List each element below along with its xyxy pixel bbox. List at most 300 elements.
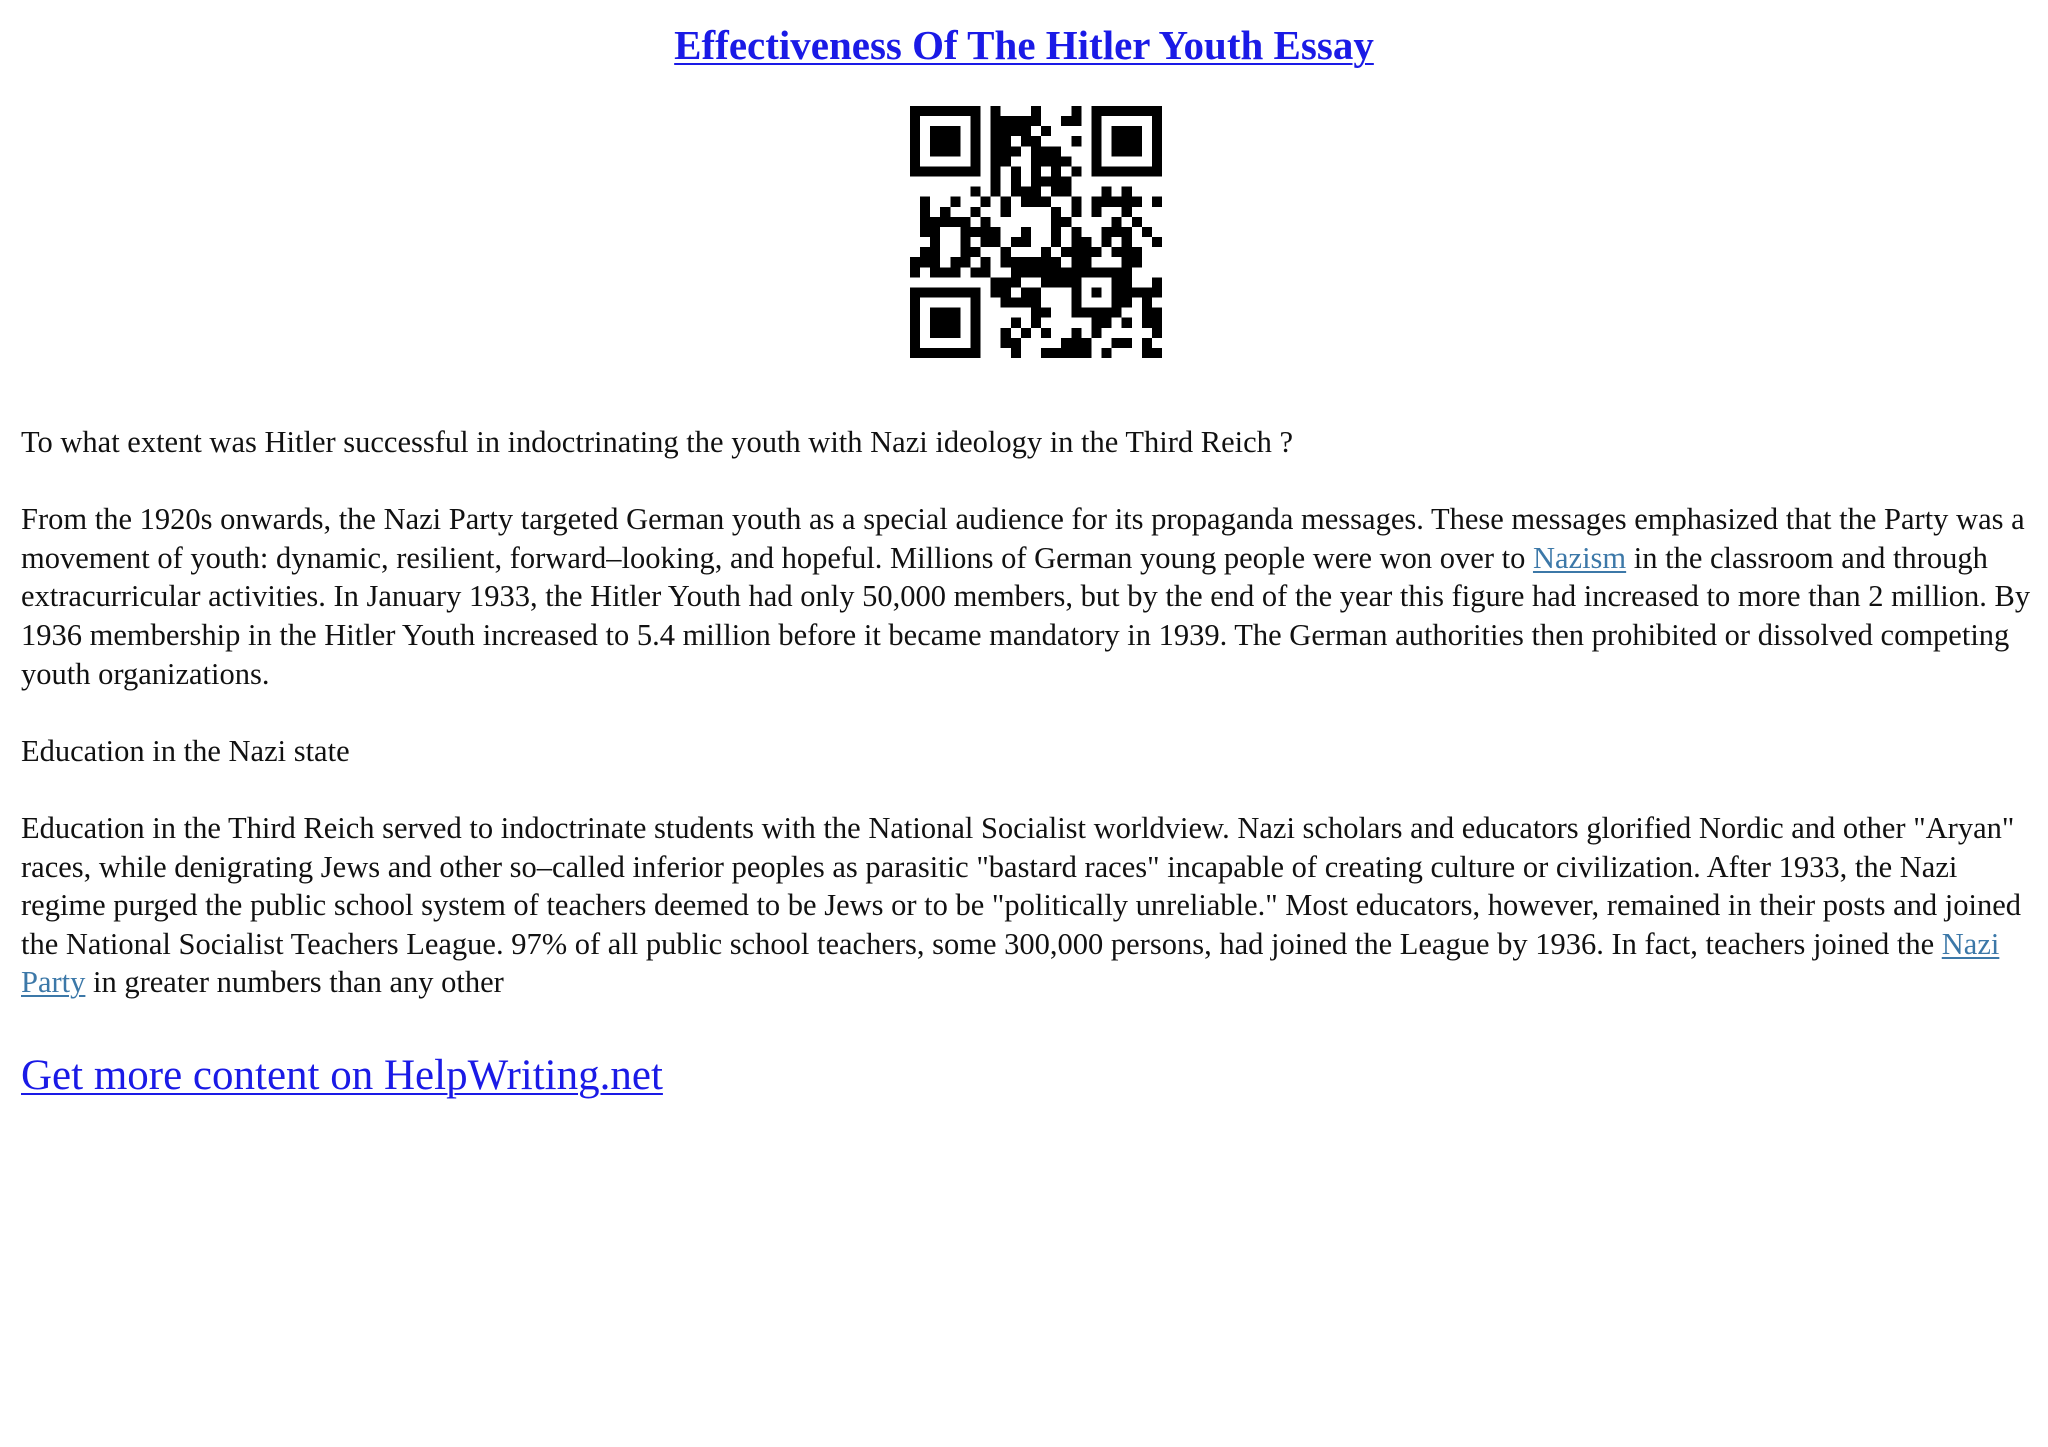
qr-module [1091, 318, 1101, 328]
qr-module [910, 287, 920, 297]
qr-module [1091, 207, 1101, 217]
qr-module [950, 328, 960, 338]
qr-module [1152, 106, 1162, 116]
qr-module [1132, 136, 1142, 146]
qr-module [1031, 308, 1041, 318]
qr-module [910, 166, 920, 176]
qr-module [1071, 287, 1081, 297]
qr-module [1061, 156, 1071, 166]
qr-module [970, 298, 980, 308]
essay-body [21, 423, 2031, 1041]
qr-module [1041, 126, 1051, 136]
more-content-link[interactable]: Get more content on HelpWriting.net [21, 1052, 663, 1099]
qr-module [930, 227, 940, 237]
qr-module [1152, 287, 1162, 297]
qr-module [1021, 187, 1031, 197]
qr-module [1142, 338, 1152, 348]
qr-module [1122, 298, 1132, 308]
qr-module [950, 318, 960, 328]
qr-module [1081, 338, 1091, 348]
qr-module [1122, 318, 1132, 328]
qr-module [991, 177, 1001, 187]
qr-module [950, 217, 960, 227]
essay-paragraph-1 [21, 500, 2031, 693]
qr-module [1112, 136, 1122, 146]
qr-module [1071, 247, 1081, 257]
qr-module [1132, 146, 1142, 156]
qr-module [1031, 257, 1041, 267]
qr-module [940, 217, 950, 227]
qr-module [970, 136, 980, 146]
qr-module [1122, 166, 1132, 176]
qr-module [1061, 247, 1071, 257]
qr-module [1091, 136, 1101, 146]
qr-module [910, 126, 920, 136]
qr-module [1001, 247, 1011, 257]
qr-module [930, 308, 940, 318]
qr-module [1152, 166, 1162, 176]
qr-module [1001, 146, 1011, 156]
qr-module [1021, 197, 1031, 207]
qr-module [1112, 298, 1122, 308]
qr-module [1041, 308, 1051, 318]
qr-module [991, 136, 1001, 146]
qr-module [1041, 257, 1051, 267]
qr-module [1011, 348, 1021, 358]
qr-module [1001, 207, 1011, 217]
qr-module [1112, 217, 1122, 227]
qr-module [1112, 106, 1122, 116]
qr-module [991, 287, 1001, 297]
qr-module [1021, 267, 1031, 277]
qr-module [970, 328, 980, 338]
qr-module [970, 207, 980, 217]
qr-module [1071, 197, 1081, 207]
qr-module [1122, 277, 1132, 287]
qr-module [930, 287, 940, 297]
qr-module [1051, 217, 1061, 227]
qr-module [1071, 257, 1081, 267]
qr-module [1071, 348, 1081, 358]
qr-module [930, 237, 940, 247]
qr-module [1011, 277, 1021, 287]
qr-module [1152, 237, 1162, 247]
qr-module [950, 348, 960, 358]
qr-module [1152, 116, 1162, 126]
qr-module [1031, 116, 1041, 126]
qr-module [1041, 197, 1051, 207]
qr-module [1001, 136, 1011, 146]
qr-module [1051, 146, 1061, 156]
qr-module [970, 166, 980, 176]
nazi-party-link[interactable]: Nazi Party [21, 926, 2000, 1000]
qr-module [991, 237, 1001, 247]
qr-module [1152, 277, 1162, 287]
qr-module [1122, 106, 1132, 116]
qr-module [920, 348, 930, 358]
qr-module [1122, 207, 1132, 217]
qr-module [1071, 207, 1081, 217]
qr-module [1051, 348, 1061, 358]
qr-module [1021, 257, 1031, 267]
qr-module [991, 116, 1001, 126]
qr-module [960, 166, 970, 176]
qr-module [930, 318, 940, 328]
qr-module [1021, 287, 1031, 297]
qr-module [1011, 338, 1021, 348]
qr-module [930, 106, 940, 116]
document-title [0, 18, 2048, 72]
qr-module [1011, 116, 1021, 126]
qr-module [1011, 146, 1021, 156]
qr-module [1071, 267, 1081, 277]
qr-module [1122, 267, 1132, 277]
qr-module [1051, 166, 1061, 176]
section-heading-education: Education in the Nazi state [21, 733, 350, 768]
qr-module [1051, 277, 1061, 287]
qr-module [1152, 197, 1162, 207]
qr-module [1011, 318, 1021, 328]
qr-module [1001, 277, 1011, 287]
qr-module [1061, 116, 1071, 126]
qr-module [1001, 156, 1011, 166]
qr-module [1102, 166, 1112, 176]
qr-module [991, 106, 1001, 116]
qr-module [1061, 177, 1071, 187]
qr-module [1132, 217, 1142, 227]
qr-module [960, 237, 970, 247]
qr-module [1091, 247, 1101, 257]
qr-module [1001, 197, 1011, 207]
qr-module [970, 126, 980, 136]
qr-module [1021, 237, 1031, 247]
qr-module [1051, 156, 1061, 166]
qr-module [1011, 257, 1021, 267]
qr-module [910, 338, 920, 348]
qr-module [1031, 318, 1041, 328]
qr-module [1091, 267, 1101, 277]
qr-module [1071, 227, 1081, 237]
qr-module [1041, 146, 1051, 156]
qr-module [1152, 308, 1162, 318]
qr-module [1112, 267, 1122, 277]
qr-module [930, 126, 940, 136]
qr-module [1122, 136, 1132, 146]
qr-module [930, 217, 940, 227]
qr-module [1011, 298, 1021, 308]
qr-module [920, 227, 930, 237]
qr-module [920, 217, 930, 227]
qr-module [910, 318, 920, 328]
qr-module [970, 116, 980, 126]
qr-module [1102, 267, 1112, 277]
qr-module [940, 308, 950, 318]
qr-module [1071, 277, 1081, 287]
qr-module [1021, 136, 1031, 146]
qr-module [1091, 197, 1101, 207]
qr-module [1041, 156, 1051, 166]
qr-module [970, 106, 980, 116]
qr-module [1112, 338, 1122, 348]
qr-module [1081, 257, 1091, 267]
qr-module [1061, 187, 1071, 197]
qr-module [1112, 126, 1122, 136]
qr-module [1071, 116, 1081, 126]
qr-module [991, 187, 1001, 197]
qr-module [1031, 106, 1041, 116]
qr-module [1071, 298, 1081, 308]
qr-module [1142, 227, 1152, 237]
qr-module [1122, 287, 1132, 297]
qr-module [920, 207, 930, 217]
qr-module [1091, 287, 1101, 297]
qr-module [930, 166, 940, 176]
qr-module [1081, 237, 1091, 247]
qr-module [1132, 126, 1142, 136]
qr-module [1061, 348, 1071, 358]
qr-module [1051, 187, 1061, 197]
more-content-container [21, 1048, 663, 1104]
qr-module [920, 106, 930, 116]
qr-module [970, 146, 980, 156]
qr-module [1112, 197, 1122, 207]
qr-module [940, 287, 950, 297]
qr-module [1102, 187, 1112, 197]
qr-module [1142, 106, 1152, 116]
qr-module [1031, 197, 1041, 207]
qr-module [970, 287, 980, 297]
qr-module [1081, 348, 1091, 358]
qr-module [1051, 257, 1061, 267]
qr-module [940, 166, 950, 176]
qr-module [1152, 136, 1162, 146]
qr-module [1091, 116, 1101, 126]
title-link[interactable]: Effectiveness Of The Hitler Youth Essay [674, 22, 1374, 68]
qr-module [970, 156, 980, 166]
qr-module [930, 247, 940, 257]
qr-module [1051, 207, 1061, 217]
qr-module [1132, 166, 1142, 176]
qr-module [991, 166, 1001, 176]
qr-module [981, 217, 991, 227]
qr-module [940, 106, 950, 116]
qr-module [1132, 197, 1142, 207]
qr-module [991, 227, 1001, 237]
qr-module [970, 318, 980, 328]
qr-module [1061, 338, 1071, 348]
qr-module [1102, 318, 1112, 328]
qr-module [1001, 287, 1011, 297]
qr-module [930, 328, 940, 338]
qr-module [960, 227, 970, 237]
qr-module [970, 227, 980, 237]
qr-module [1122, 126, 1132, 136]
qr-module [960, 348, 970, 358]
qr-module [991, 126, 1001, 136]
paragraph-2-text-start: Education in the Third Reich served to indoctrinate students with the National Socialist worldview. Nazi scholars and educators glorified Nordic and other "Aryan" races, while denigrating Jews and other so–called inferior peoples as parasitic "bastard races" incapable of creating culture or civilization. After 1933, the Nazi regime purged the public school system of teachers deemed to be Jews or to be "politically unreliable." Most educators, however, remained in their posts and joined the National Socialist Teachers League. 97% of all public school teachers, some 300,000 persons, had joined the League by 1936. In fact, teachers joined the [21, 810, 2021, 961]
qr-module [1041, 247, 1051, 257]
qr-module [1081, 267, 1091, 277]
qr-module [1051, 267, 1061, 277]
qr-module [1041, 267, 1051, 277]
qr-module [981, 257, 991, 267]
qr-module [960, 247, 970, 257]
qr-module [960, 217, 970, 227]
qr-module [981, 227, 991, 237]
qr-module [930, 146, 940, 156]
qr-module [910, 348, 920, 358]
qr-module [940, 146, 950, 156]
qr-module [1152, 146, 1162, 156]
qr-module [950, 308, 960, 318]
qr-module [1152, 156, 1162, 166]
qr-module [1091, 156, 1101, 166]
qr-module [1011, 237, 1021, 247]
qr-module [1112, 166, 1122, 176]
qr-module [950, 136, 960, 146]
qr-module [1071, 106, 1081, 116]
qr-module [1021, 328, 1031, 338]
qr-module [1031, 187, 1041, 197]
qr-module [1122, 247, 1132, 257]
qr-module [1001, 338, 1011, 348]
qr-module [910, 257, 920, 267]
qr-module [981, 197, 991, 207]
qr-code-graphic [910, 106, 1162, 358]
qr-module [1102, 106, 1112, 116]
qr-module [1102, 197, 1112, 207]
qr-module [991, 146, 1001, 156]
qr-module [1041, 277, 1051, 287]
qr-module [1011, 187, 1021, 197]
qr-module [960, 287, 970, 297]
qr-module [910, 106, 920, 116]
paragraph-2-text-end: in greater numbers than any other [85, 965, 504, 1000]
qr-module [1112, 277, 1122, 287]
qr-module [1132, 257, 1142, 267]
qr-module [1011, 267, 1021, 277]
qr-module [1001, 328, 1011, 338]
qr-module [1091, 106, 1101, 116]
qr-module [1001, 257, 1011, 267]
qr-module [940, 348, 950, 358]
qr-module [1041, 328, 1051, 338]
qr-module [1122, 187, 1132, 197]
qr-module [1122, 146, 1132, 156]
qr-module [1021, 116, 1031, 126]
qr-module [920, 247, 930, 257]
qr-module [1081, 247, 1091, 257]
qr-module [1142, 308, 1152, 318]
nazism-link[interactable]: Nazism [1532, 540, 1627, 575]
qr-module [930, 267, 940, 277]
qr-module [910, 116, 920, 126]
qr-module [1142, 348, 1152, 358]
qr-module [1132, 287, 1142, 297]
qr-module [1122, 257, 1132, 267]
qr-module [1122, 227, 1132, 237]
qr-module [960, 257, 970, 267]
qr-module [1041, 348, 1051, 358]
qr-module [1031, 146, 1041, 156]
qr-module [1152, 318, 1162, 328]
qr-module [1001, 126, 1011, 136]
qr-module [1091, 126, 1101, 136]
qr-module [1071, 166, 1081, 176]
qr-module [1031, 156, 1041, 166]
qr-module [910, 308, 920, 318]
qr-module [1091, 166, 1101, 176]
qr-module [910, 328, 920, 338]
qr-module [1061, 267, 1071, 277]
qr-module [920, 197, 930, 207]
qr-module [1021, 227, 1031, 237]
qr-module [1031, 298, 1041, 308]
qr-module [1091, 328, 1101, 338]
qr-module [1122, 338, 1132, 348]
qr-module [950, 106, 960, 116]
qr-module [940, 136, 950, 146]
qr-module [1112, 287, 1122, 297]
qr-module [910, 298, 920, 308]
qr-module [1001, 116, 1011, 126]
qr-module [1122, 237, 1132, 247]
qr-module [1112, 146, 1122, 156]
qr-module [960, 106, 970, 116]
paragraph-1-text-start: From the 1920s onwards, the Nazi Party targeted German youth as a special audience for its propaganda messages. These messages emphasized that the Party was a movement of youth: dynamic, resilient, forward–looking, and hopeful. Millions of German young people were won over to [21, 502, 2025, 575]
qr-module [1102, 227, 1112, 237]
qr-module [950, 267, 960, 277]
qr-module [1091, 146, 1101, 156]
qr-module [1011, 126, 1021, 136]
essay-paragraph-2 [21, 809, 2031, 1002]
qr-module [920, 257, 930, 267]
qr-module [1142, 298, 1152, 308]
qr-module [910, 136, 920, 146]
qr-module [920, 166, 930, 176]
qr-module [950, 197, 960, 207]
qr-module [920, 287, 930, 297]
qr-module [1071, 328, 1081, 338]
qr-module [1011, 177, 1021, 187]
qr-module [1031, 267, 1041, 277]
qr-module [940, 207, 950, 217]
qr-module [1081, 308, 1091, 318]
qr-module [1091, 308, 1101, 318]
qr-module [1112, 247, 1122, 257]
qr-module [1061, 277, 1071, 287]
qr-module [1031, 166, 1041, 176]
qr-module [950, 126, 960, 136]
qr-module [1102, 348, 1112, 358]
qr-module [1001, 298, 1011, 308]
qr-module [940, 318, 950, 328]
qr-module [1132, 247, 1142, 257]
qr-module [930, 257, 940, 267]
qr-module [1051, 177, 1061, 187]
qr-module [1132, 106, 1142, 116]
qr-module [1071, 237, 1081, 247]
qr-module [1031, 177, 1041, 187]
qr-module [1061, 217, 1071, 227]
qr-module [1152, 348, 1162, 358]
qr-module [981, 267, 991, 277]
qr-module [970, 338, 980, 348]
qr-module [1031, 136, 1041, 146]
qr-module [1102, 308, 1112, 318]
qr-module [981, 237, 991, 247]
qr-module [910, 146, 920, 156]
